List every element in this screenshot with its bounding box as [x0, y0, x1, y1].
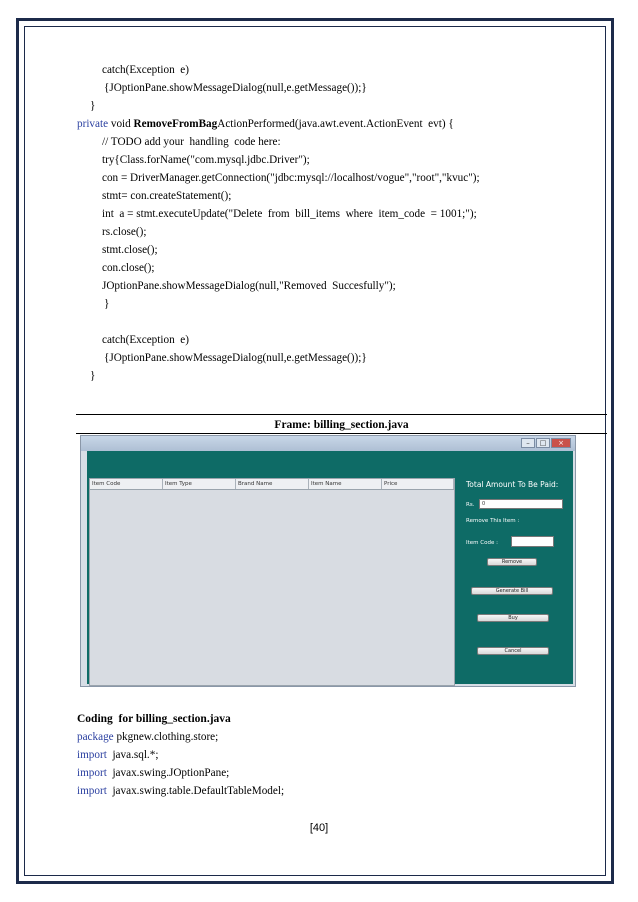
table-header — [90, 479, 454, 490]
column-header[interactable]: Brand Name — [236, 479, 309, 489]
code-text: ActionPerformed(java.awt.event.ActionEvent evt) { — [217, 118, 454, 130]
caption-rule-top — [76, 414, 607, 415]
code-line: } — [104, 298, 110, 310]
method-signature-line — [77, 115, 454, 133]
code-text: pkgnew.clothing.store; — [113, 731, 219, 743]
code-text: javax.swing.JOptionPane; — [106, 767, 230, 779]
minimize-icon[interactable]: – — [521, 438, 535, 448]
cancel-button[interactable]: Cancel — [477, 647, 549, 655]
generate-bill-button[interactable]: Generate Bill — [471, 587, 553, 595]
keyword-import: import — [77, 767, 107, 779]
remove-item-label: Remove This Item : — [466, 518, 520, 524]
keyword-import: import — [77, 785, 107, 797]
code-line: try{Class.forName("com.mysql.jdbc.Driver"); — [102, 154, 310, 166]
total-amount-label: Total Amount To Be Paid: — [466, 480, 559, 489]
code-line: con = DriverManager.getConnection("jdbc:mysql://localhost/vogue","root","kvuc"); — [102, 172, 480, 184]
bill-items-table[interactable] — [89, 478, 455, 686]
code-line: JOptionPane.showMessageDialog(null,"Removed Succesfully"); — [102, 280, 396, 292]
keyword-private: private — [77, 118, 109, 130]
code-line: stmt.close(); — [102, 244, 158, 256]
keyword-import: import — [77, 749, 107, 761]
item-code-label: Item Code : — [466, 540, 498, 546]
package-line — [77, 728, 218, 746]
code-text: javax.swing.table.DefaultTableModel; — [106, 785, 285, 797]
code-line: // TODO add your handling code here: — [102, 136, 281, 148]
total-amount-field[interactable]: 0 — [479, 499, 563, 509]
code-text: java.sql.*; — [106, 749, 159, 761]
coding-heading: Coding for billing_section.java — [77, 713, 231, 725]
import-line — [77, 782, 284, 800]
page-number: [40] — [309, 822, 329, 834]
remove-button[interactable]: Remove — [487, 558, 537, 566]
code-line: stmt= con.createStatement(); — [102, 190, 232, 202]
code-line: int a = stmt.executeUpdate("Delete from bill_items where item_code = 1001;"); — [102, 208, 477, 220]
column-header[interactable]: Item Name — [309, 479, 382, 489]
import-line — [77, 764, 229, 782]
close-icon[interactable]: × — [551, 438, 571, 448]
maximize-icon[interactable]: □ — [536, 438, 550, 448]
buy-button[interactable]: Buy — [477, 614, 549, 622]
import-line — [77, 746, 158, 764]
figure-caption: Frame: billing_section.java — [274, 419, 409, 431]
code-line: {JOptionPane.showMessageDialog(null,e.getMessage());} — [104, 82, 367, 94]
code-line: } — [90, 100, 96, 112]
code-line: con.close(); — [102, 262, 155, 274]
code-text: void — [108, 118, 134, 130]
code-line: catch(Exception e) — [102, 334, 189, 346]
column-header[interactable]: Item Type — [163, 479, 236, 489]
item-code-input[interactable] — [511, 536, 554, 547]
rs-label: Rs. — [466, 502, 475, 508]
window-titlebar — [81, 436, 575, 451]
keyword-package: package — [77, 731, 114, 743]
code-line: rs.close(); — [102, 226, 147, 238]
method-name: RemoveFromBag — [133, 118, 218, 130]
code-line: {JOptionPane.showMessageDialog(null,e.getMessage());} — [104, 352, 367, 364]
caption-rule-bottom — [76, 433, 607, 434]
column-header[interactable]: Price — [382, 479, 454, 489]
billing-frame-screenshot — [80, 435, 576, 687]
column-header[interactable]: Item Code — [90, 479, 163, 489]
code-line: } — [90, 370, 96, 382]
code-line: catch(Exception e) — [102, 64, 189, 76]
